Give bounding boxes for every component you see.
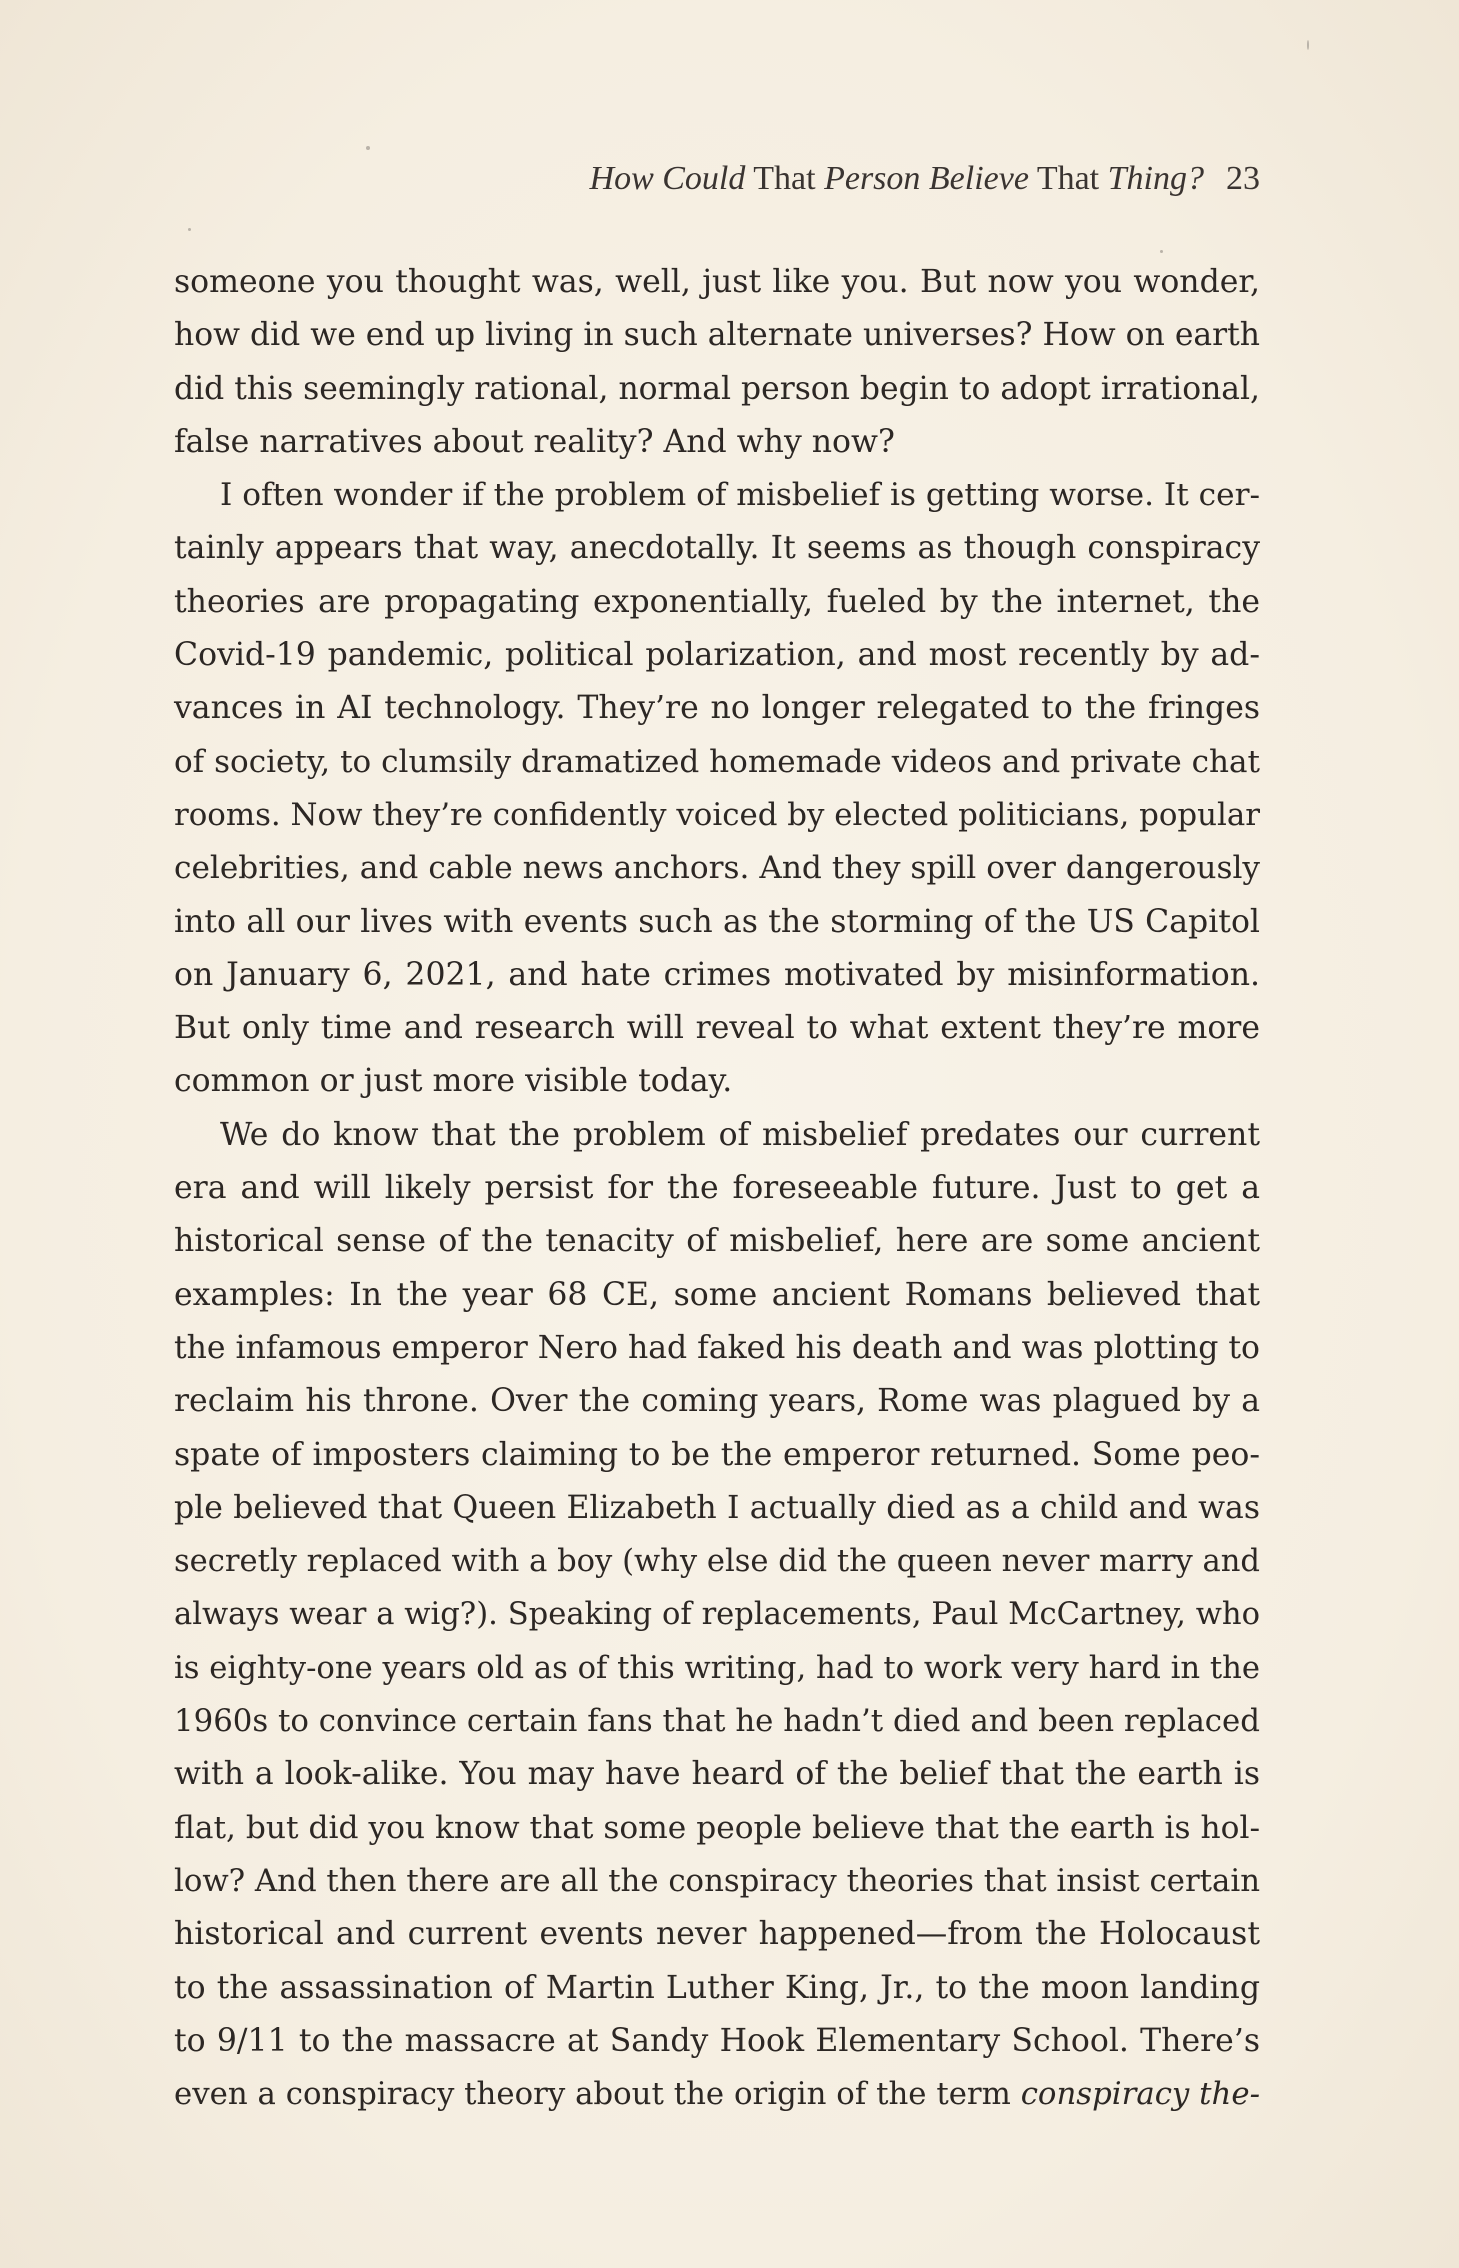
text-line: examples: In the year 68 CE, some ancient Romans believed that [174,1276,1260,1313]
text-line: historical and current events never happened—from the Holocaust [174,1916,1260,1953]
running-head-italic-3: Person Believe [824,160,1029,197]
text-line: someone you thought was, well, just like you. But now you wonder, [174,264,1260,300]
text-line: ple believed that Queen Elizabeth I actually died as a child and was [174,1489,1260,1526]
text-line: on January 6, 2021, and hate crimes motivated by misinformation. [174,956,1260,993]
text-line-final-roman: even a conspiracy theory about the origin of the term [174,2076,1011,2113]
text-line-final-italic: conspiracy the- [1020,2076,1260,2113]
text-line: era and will likely persist for the foreseeable future. Just to get a [174,1170,1260,1207]
text-line: 1960s to convince certain fans that he hadn’t died and been replaced [174,1703,1260,1740]
scan-speck [366,146,370,150]
text-line: secretly replaced with a boy (why else did the queen never marry and [174,1544,1260,1580]
text-line: flat, but did you know that some people believe that the earth is hol- [174,1809,1260,1846]
text-line: celebrities, and cable news anchors. And they spill over dangerously [174,850,1260,887]
scan-speck [1160,250,1163,253]
running-head-italic-1: How Could [589,160,746,197]
text-line: rooms. Now they’re confidently voiced by elected politicians, popular [174,796,1260,833]
text-line: I often wonder if the problem of misbelief is getting worse. It cer- [220,477,1260,514]
scan-speck [1307,40,1309,50]
text-line: how did we end up living in such alternate universes? How on earth [174,317,1260,354]
text-line: theories are propagating exponentially, fueled by the internet, the [174,583,1260,620]
text-line: We do know that the problem of misbelief predates our current [220,1116,1260,1153]
running-head-text-2: That [745,160,825,197]
page-number: 23 [1226,160,1260,197]
text-line: the infamous emperor Nero had faked his death and was plotting to [174,1329,1260,1366]
text-line: did this seemingly rational, normal person begin to adopt irrational, [174,370,1260,407]
text-line: to 9/11 to the massacre at Sandy Hook Elementary School. There’s [174,2022,1260,2059]
running-head-text-4: That [1028,160,1108,197]
text-line: to the assassination of Martin Luther King, Jr., to the moon landing [174,1969,1260,2006]
scan-speck [188,228,191,231]
text-line: false narratives about reality? And why now? [174,423,895,460]
text-line: historical sense of the tenacity of misbelief, here are some ancient [174,1223,1260,1260]
text-line-final [174,2068,1260,2121]
running-head-italic-5: Thing? [1107,160,1204,197]
text-line: tainly appears that way, anecdotally. It seems as though conspiracy [174,530,1260,567]
body-text [174,256,1260,2121]
text-line: Covid-19 pandemic, political polarization, and most recently by ad- [174,637,1260,674]
running-head [174,155,1260,203]
text-line: into all our lives with events such as the storming of the US Capitol [174,903,1260,940]
text-line: always wear a wig?). Speaking of replacements, Paul McCartney, who [174,1597,1260,1633]
text-line: vances in AI technology. They’re no longer relegated to the fringes [174,690,1260,727]
text-line: common or just more visible today. [174,1063,733,1100]
text-line: is eighty-one years old as of this writing, had to work very hard in the [174,1650,1260,1686]
text-line: low? And then there are all the conspiracy theories that insist certain [174,1862,1260,1899]
text-line: spate of imposters claiming to be the emperor returned. Some peo- [174,1436,1260,1473]
text-line: reclaim his throne. Over the coming years, Rome was plagued by a [174,1383,1260,1420]
text-line: But only time and research will reveal to what extent they’re more [174,1010,1260,1047]
text-line: with a look-alike. You may have heard of the belief that the earth is [174,1756,1260,1793]
text-line: of society, to clumsily dramatized homemade videos and private chat [174,743,1260,780]
